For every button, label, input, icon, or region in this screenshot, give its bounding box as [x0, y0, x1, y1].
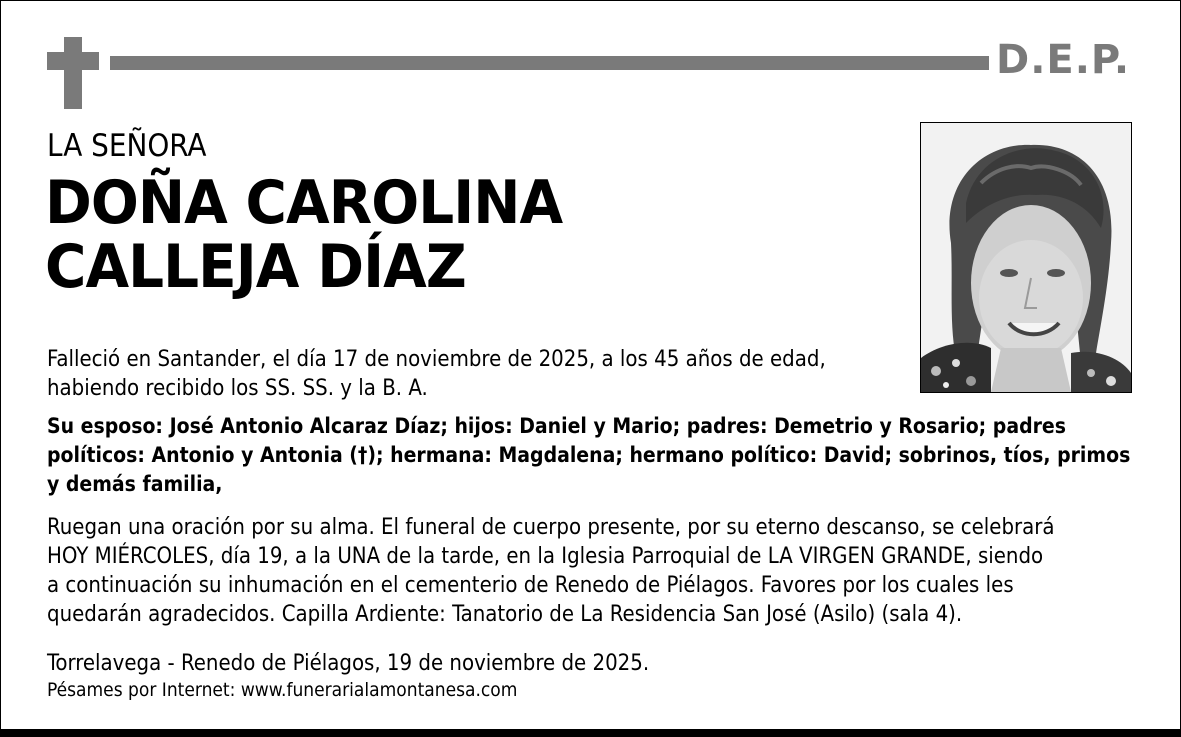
funeral-line: HOY MIÉRCOLES, día 19, a la UNA de la tarde, en la Iglesia Parroquial de LA VIRGEN GRANDE, siendo	[47, 544, 1044, 569]
family-line: y demás familia,	[47, 472, 223, 496]
honorific: LA SEÑORA	[47, 128, 207, 164]
header-rule	[110, 56, 989, 70]
name-line-2: CALLEJA DÍAZ	[45, 232, 466, 302]
family-line: políticos: Antonio y Antonia (†); hermana: Magdalena; hermano político: David; sobrinos, tíos, primos	[47, 443, 1131, 467]
death-notice-line: habiendo recibido los SS. SS. y la B. A.	[47, 376, 428, 401]
place-date	[47, 649, 649, 678]
funeral-line: a continuación su inhumación en el cementerio de Renedo de Piélagos. Favores por los cuales les	[47, 573, 1014, 598]
portrait-photo	[920, 122, 1132, 393]
condolences-link: Pésames por Internet: www.funerarialamontanesa.com	[47, 679, 518, 701]
name-line-1: DOÑA CAROLINA	[45, 168, 563, 238]
dep-label: D.E.P.	[996, 37, 1131, 83]
place-date-text: Torrelavega - Renedo de Piélagos, 19 de noviembre de 2025.	[47, 651, 650, 676]
bottom-border	[0, 729, 1181, 737]
funeral-line: Ruegan una oración por su alma. El funeral de cuerpo presente, por su eterno descanso, se celebrará	[47, 515, 1055, 540]
family-line: Su esposo: José Antonio Alcaraz Díaz; hijos: Daniel y Mario; padres: Demetrio y Rosario; padres	[47, 414, 1066, 438]
death-notice	[47, 345, 826, 403]
funeral-line: quedarán agradecidos. Capilla Ardiente: Tanatorio de La Residencia San José (Asilo) (sala 4).	[47, 602, 963, 627]
family-list	[47, 412, 1130, 499]
deceased-name	[45, 168, 563, 302]
death-notice-line: Falleció en Santander, el día 17 de noviembre de 2025, a los 45 años de edad,	[47, 347, 826, 372]
funeral-details	[47, 513, 1055, 629]
